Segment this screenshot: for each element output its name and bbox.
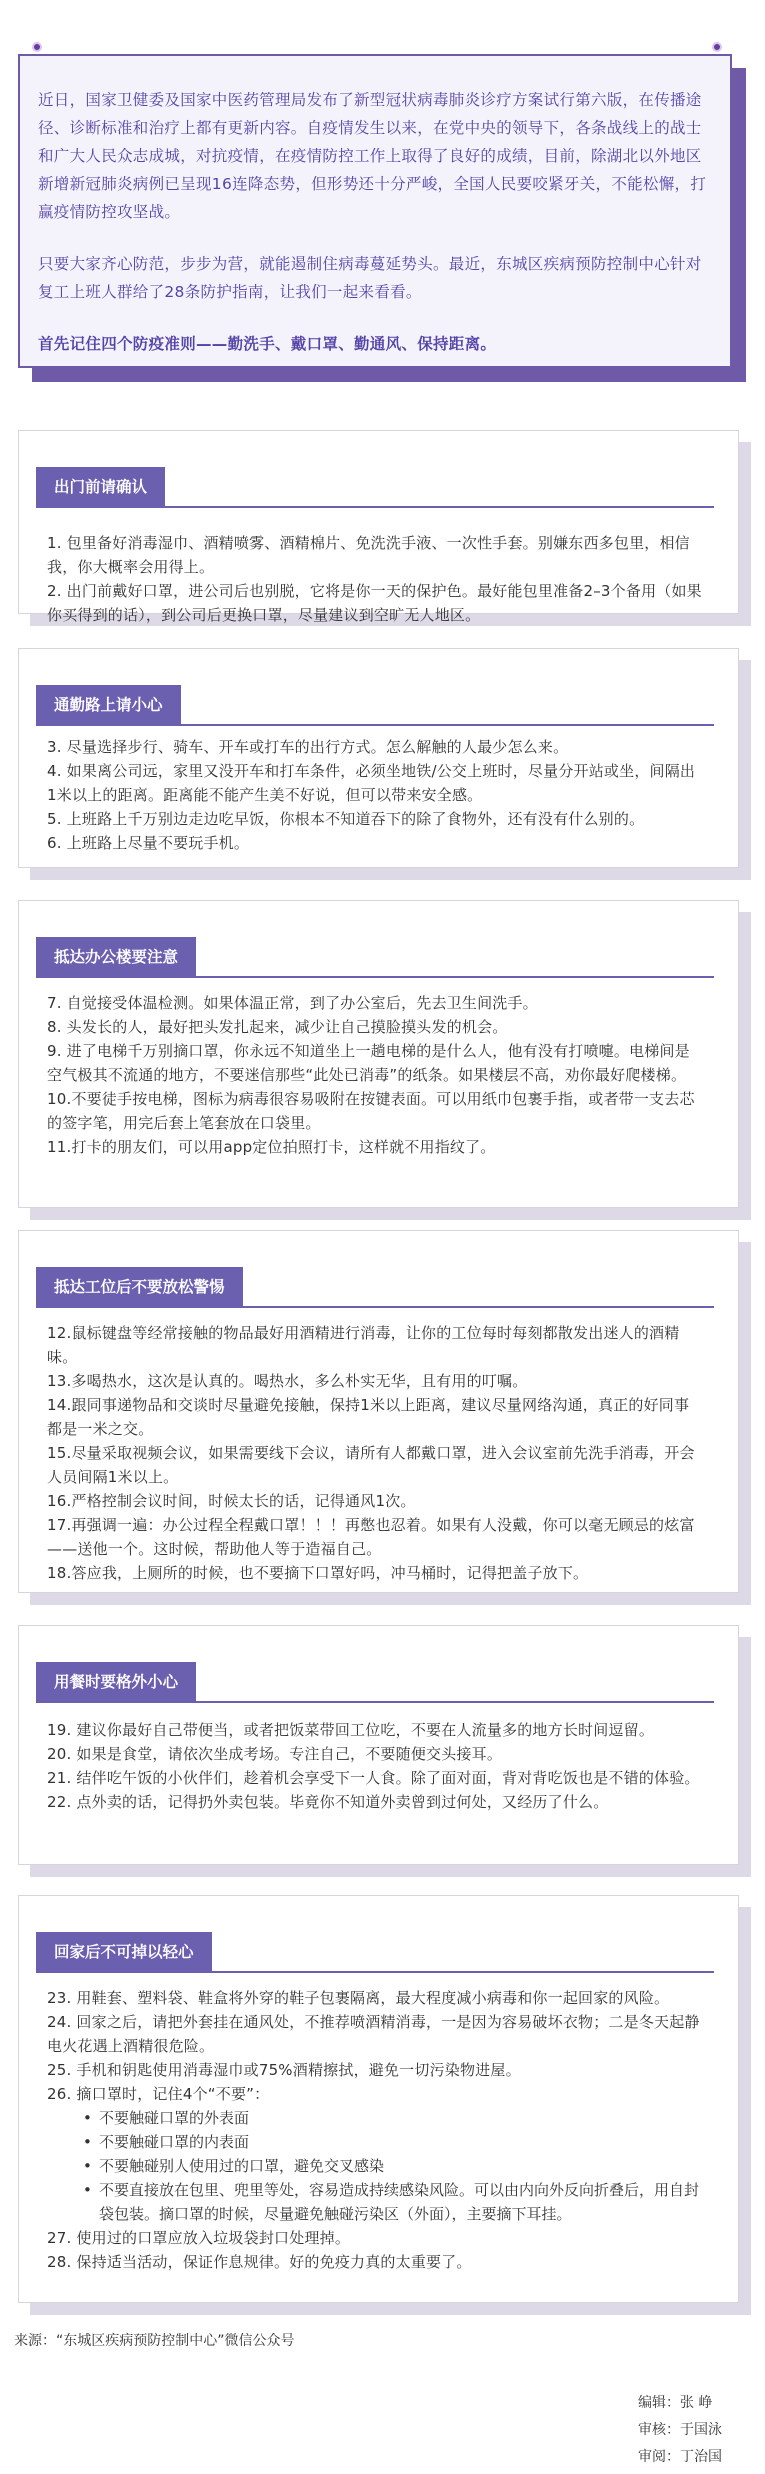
- intro-principles: 首先记住四个防疫准则——勤洗手、戴口罩、勤通风、保持距离。: [38, 335, 497, 353]
- list-item: 8. 头发长的人，最好把头发扎起来，减少让自己摸脸摸头发的机会。: [47, 1018, 508, 1036]
- intro-box: [18, 54, 732, 368]
- list-item: 25. 手机和钥匙使用消毒湿巾或75%酒精擦拭，避免一切污染物进屋。: [47, 2061, 521, 2079]
- section-body: [47, 735, 702, 855]
- section-card: [18, 1625, 739, 1865]
- credits: [638, 2390, 722, 2471]
- reviewer-credit: 审核：于国泳: [638, 2422, 722, 2438]
- section-header: [36, 467, 165, 507]
- section-title: 抵达办公楼要注意: [36, 937, 196, 977]
- list-item: 22. 点外卖的话，记得扔外卖包装。毕竟你不知道外卖曾到过何处，又经历了什么。: [47, 1793, 609, 1811]
- source-note: 来源：“东城区疾病预防控制中心”微信公众号: [14, 2333, 295, 2349]
- list-item: 27. 使用过的口罩应放入垃圾袋封口处理掉。: [47, 2229, 351, 2247]
- section-back-home: [18, 1895, 751, 2315]
- editor-credit: 编辑：张 峥: [638, 2395, 713, 2411]
- list-item: 23. 用鞋套、塑料袋、鞋盒将外穿的鞋子包裹隔离，最大程度减小病毒和你一起回家的风险。: [47, 1989, 670, 2007]
- intro-card: [18, 54, 746, 382]
- list-item: 11.打卡的朋友们，可以用app定位拍照打卡，这样就不用指纹了。: [47, 1138, 496, 1156]
- list-item: 18.答应我，上厕所的时候，也不要摘下口罩好吗，冲马桶时，记得把盖子放下。: [47, 1564, 589, 1582]
- section-before-leaving: [18, 430, 751, 626]
- section-card: [18, 900, 739, 1208]
- list-item: 13.多喝热水，这次是认真的。喝热水，多么朴实无华，且有用的叮嘱。: [47, 1372, 528, 1390]
- list-item: 21. 结伴吃午饭的小伙伴们，趁着机会享受下一人食。除了面对面，背对背吃饭也是不错的体验。: [47, 1769, 700, 1787]
- list-item: 9. 进了电梯千万别摘口罩，你永远不知道坐上一趟电梯的是什么人，他有没有打喷嚏。电梯间是空气极其不流通的地方，不要迷信那些“此处已消毒”的纸条。如果楼层不高，劝你最好爬楼梯。: [47, 1042, 690, 1084]
- section-header: [36, 685, 181, 725]
- bullet-item: • 不要触碰口罩的内表面: [83, 2130, 702, 2154]
- list-item: 1. 包里备好消毒湿巾、酒精喷雾、酒精棉片、免洗洗手液、一次性手套。别嫌东西多包里，相信我，你大概率会用得上。: [47, 534, 690, 576]
- list-item: 28. 保持适当活动，保证作息规律。好的免疫力真的太重要了。: [47, 2253, 472, 2271]
- bullet-item: • 不要直接放在包里、兜里等处，容易造成持续感染风险。可以由内向外反向折叠后，用自封袋包装。摘口罩的时候，尽量避免触碰污染区（外面），主要摘下耳挂。: [83, 2178, 702, 2226]
- list-item: 2. 出门前戴好口罩，进公司后也别脱，它将是你一天的保护色。最好能包里准备2–3个备用（如果你买得到的话），到公司后更换口罩，尽量建议到空旷无人地区。: [47, 582, 702, 624]
- list-item: 20. 如果是食堂，请依次坐成考场。专注自己，不要随便交头接耳。: [47, 1745, 503, 1763]
- bullet-list: [83, 2106, 702, 2226]
- section-body: [47, 1718, 702, 1814]
- intro-paragraph: 近日，国家卫健委及国家中医药管理局发布了新型冠状病毒肺炎诊疗方案试行第六版，在传播途径、诊断标准和治疗上都有更新内容。自疫情发生以来，在党中央的领导下，各条战线上的战士和广大人民众志成城，对抗疫情，在疫情防控工作上取得了良好的成绩，目前，除湖北以外地区新增新冠肺炎病例已呈现16连降态势，但形势还十分严峻，全国人民要咬紧牙关，不能松懈，打赢疫情防控攻坚战。: [38, 91, 707, 221]
- list-item: 26. 摘口罩时，记住4个“不要”：: [47, 2085, 270, 2103]
- section-body: [47, 991, 702, 1159]
- section-arrive-office: [18, 900, 751, 1220]
- section-card: [18, 648, 739, 868]
- section-header: [36, 1932, 212, 1972]
- list-item: 15.尽量采取视频会议，如果需要线下会议，请所有人都戴口罩，进入会议室前先洗手消毒，开会人员间隔1米以上。: [47, 1444, 695, 1486]
- bullet-item: • 不要触碰口罩的外表面: [83, 2106, 702, 2130]
- section-title: 用餐时要格外小心: [36, 1662, 196, 1702]
- left-pin-icon: [32, 42, 42, 52]
- section-header: [36, 937, 196, 977]
- section-title: 抵达工位后不要放松警惕: [36, 1267, 243, 1307]
- section-card: [18, 430, 739, 624]
- list-item: 4. 如果离公司远，家里又没开车和打车条件，必须坐地铁/公交上班时，尽量分开站或坐，间隔出1米以上的距离。距离能不能产生美不好说，但可以带来安全感。: [47, 762, 696, 804]
- section-body: [47, 1321, 702, 1585]
- intro-paragraph: 只要大家齐心防范，步步为营，就能遏制住病毒蔓延势头。最近，东城区疾病预防控制中心针对复工上班人群给了28条防护指南，让我们一起来看看。: [38, 255, 702, 301]
- section-card: [18, 1230, 739, 1593]
- bullet-item: • 不要触碰别人使用过的口罩，避免交叉感染: [83, 2154, 702, 2178]
- list-item: 6. 上班路上尽量不要玩手机。: [47, 834, 250, 852]
- section-body: [47, 531, 702, 627]
- list-item: 16.严格控制会议时间，时候太长的话，记得通风1次。: [47, 1492, 416, 1510]
- section-at-workstation: [18, 1230, 751, 1605]
- list-item: 10.不要徒手按电梯，图标为病毒很容易吸附在按键表面。可以用纸巾包裹手指，或者带一支去芯的签字笔，用完后套上笔套放在口袋里。: [47, 1090, 695, 1132]
- section-meals: [18, 1625, 751, 1877]
- section-body: [47, 1986, 702, 2274]
- right-pin-icon: [712, 42, 722, 52]
- section-card: [18, 1895, 739, 2303]
- section-title: 回家后不可掉以轻心: [36, 1932, 212, 1972]
- list-item: 12.鼠标键盘等经常接触的物品最好用酒精进行消毒，让你的工位每时每刻都散发出迷人的酒精味。: [47, 1324, 680, 1366]
- section-header: [36, 1662, 196, 1702]
- approver-credit: 审阅：丁治国: [638, 2449, 722, 2465]
- section-header: [36, 1267, 243, 1307]
- list-item: 24. 回家之后，请把外套挂在通风处，不推荐喷酒精消毒，一是因为容易破坏衣物；二是冬天起静电火花遇上酒精很危险。: [47, 2013, 700, 2055]
- list-item: 5. 上班路上千万别边走边吃早饭，你根本不知道吞下的除了食物外，还有没有什么别的。: [47, 810, 645, 828]
- section-title: 出门前请确认: [36, 467, 165, 507]
- list-item: 17.再强调一遍：办公过程全程戴口罩！！！再憋也忍着。如果有人没戴，你可以毫无顾忌的炫富——送他一个。这时候，帮助他人等于造福自己。: [47, 1516, 695, 1558]
- list-item: 19. 建议你最好自己带便当，或者把饭菜带回工位吃，不要在人流量多的地方长时间逗留。: [47, 1721, 655, 1739]
- list-item: 7. 自觉接受体温检测。如果体温正常，到了办公室后，先去卫生间洗手。: [47, 994, 538, 1012]
- section-commute: [18, 648, 751, 880]
- section-title: 通勤路上请小心: [36, 685, 181, 725]
- list-item: 14.跟同事递物品和交谈时尽量避免接触，保持1米以上距离，建议尽量网络沟通，真正的好同事都是一米之交。: [47, 1396, 690, 1438]
- list-item: 3. 尽量选择步行、骑车、开车或打车的出行方式。怎么解触的人最少怎么来。: [47, 738, 569, 756]
